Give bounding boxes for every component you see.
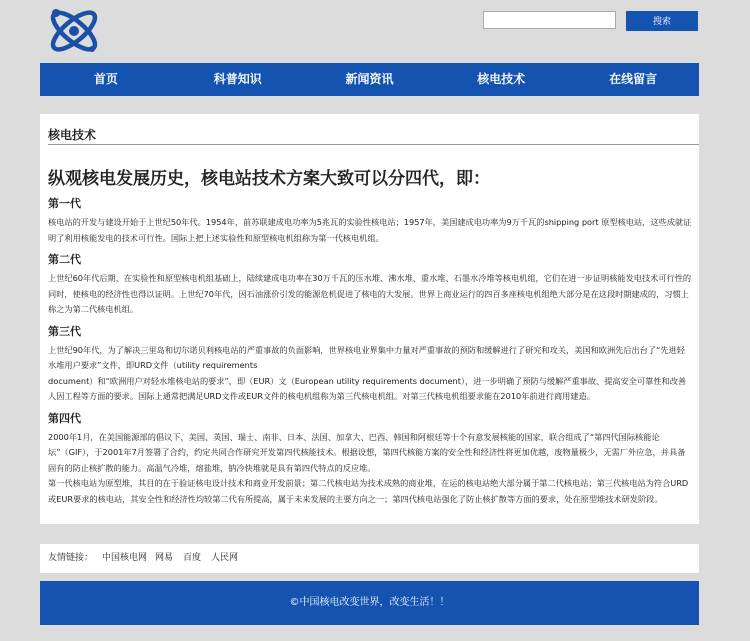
main-nav xyxy=(40,63,699,96)
paragraph-line: 第一代核电站为原型堆，其目的在于验证核电设计技术和商业开发前景；第二代核电站为技术成熟的商业堆，在运的核电站绝大部分属于第二代核电站；第三代核电站为符合URD xyxy=(48,478,689,488)
section-divider xyxy=(48,144,699,145)
nav-item-science[interactable]: 科普知识 xyxy=(213,72,262,86)
footer xyxy=(40,581,699,625)
nav-item-message[interactable]: 在线留言 xyxy=(609,72,658,86)
search-input[interactable] xyxy=(483,11,616,29)
friend-link[interactable]: 百度 xyxy=(183,553,202,563)
paragraph-line: 坛”（GIF），于2001年7月签署了合约，约定共同合作研究开发第四代核能技术。根据设想，第四代核能方案的安全性和经济性将更加优越，废物量极少，无需厂外应急，并具备 xyxy=(48,447,686,457)
paragraph-line: 人因工程等方面的要求。国际上通常把满足URD文件或EUR文件的核电机组称为第三代核电机组。对第三代核电机组要求能在2010年前进行商用建造。 xyxy=(48,391,595,401)
generation-1-title: 第一代 xyxy=(48,197,81,210)
generation-2-title: 第二代 xyxy=(48,253,81,266)
nav-item-home[interactable]: 首页 xyxy=(93,72,118,86)
paragraph-line: 同时，使核电的经济性也得以证明。上世纪70年代，因石油涨价引发的能源危机促进了核电的大发展。世界上商业运行的四百多座核电机组绝大部分是在这段时期建成的，习惯上 xyxy=(48,288,689,299)
generation-4-title: 第四代 xyxy=(48,411,81,425)
friend-links xyxy=(40,544,699,573)
header xyxy=(0,0,750,62)
friend-link[interactable]: 人民网 xyxy=(211,553,239,563)
friend-link[interactable]: 网易 xyxy=(155,553,174,563)
paragraph-line: 上世纪90年代，为了解决三里岛和切尔诺贝利核电站的严重事故的负面影响，世界核电业界集中力量对严重事故的预防和缓解进行了研究和攻关，美国和欧洲先后出台了“先进轻 xyxy=(48,344,685,355)
search-button[interactable]: 搜索 xyxy=(626,11,698,31)
friend-links-label: 友情链接： xyxy=(48,553,94,563)
main-content xyxy=(40,114,699,524)
friend-link[interactable]: 中国核电网 xyxy=(102,553,148,563)
nav-item-technology[interactable]: 核电技术 xyxy=(477,72,526,86)
paragraph-line: 称之为第二代核电机组。 xyxy=(48,304,139,314)
article-title: 纵观核电发展历史，核电站技术方案大致可以分四代，即： xyxy=(48,169,490,189)
paragraph-line: 水堆用户要求”文件，即URD文件（utility requirements xyxy=(48,360,258,370)
generation-3-title: 第三代 xyxy=(48,324,81,338)
paragraph-line: 明了利用核能发电的技术可行性。国际上把上述实验性和原型核电机组称为第一代核电机组。 xyxy=(48,232,384,243)
atom-logo-icon[interactable] xyxy=(44,4,104,58)
paragraph-line: 2000年1月，在美国能源部的倡议下，美国、英国、瑞士、南非、日本、法国、加拿大、巴西、韩国和阿根廷等十个有意发展核能的国家，联合组成了“第四代国际核能论 xyxy=(48,431,660,442)
paragraph-line: 固有的防止核扩散的能力。高温气冷堆，熔盐堆，钠冷快堆就是具有第四代特点的反应堆。 xyxy=(48,462,376,473)
paragraph-line: document）和“欧洲用户对轻水堆核电站的要求”，即（EUR）文（European utility requirements document），进一步明确了预防与缓解严重事故、提高安全可靠性和改善 xyxy=(48,375,687,386)
footer-text: ©中国核电改变世界，改变生活！！ xyxy=(289,597,450,608)
paragraph-line: 核电站的开发与建设开始于上世纪50年代。1954年，前苏联建成电功率为5兆瓦的实验性核电站；1957年，美国建成电功率为9万千瓦的shipping port 原型核电站，这些成就证 xyxy=(48,217,692,227)
nav-item-news[interactable]: 新闻资讯 xyxy=(345,72,394,86)
section-title: 核电技术 xyxy=(48,128,97,142)
paragraph-line: 上世纪60年代后期，在实验性和原型核电机组基础上，陆续建成电功率在30万千瓦的压水堆、沸水堆、重水堆、石墨水冷堆等核电机组，它们在进一步证明核能发电技术可行性的 xyxy=(48,273,692,283)
paragraph-line: 或EUR要求的核电站，其安全性和经济性均较第二代有所提高，属于未来发展的主要方向之一；第四代核电站强化了防止核扩散等方面的要求，处在原型堆技术研发阶段。 xyxy=(48,493,663,504)
article xyxy=(48,164,699,507)
